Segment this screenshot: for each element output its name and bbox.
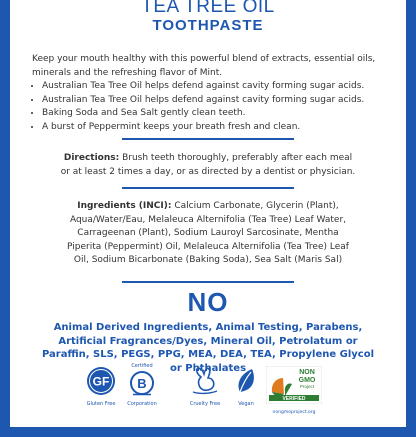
b-corp-badge <box>118 363 166 408</box>
svg-text:Project: Project <box>299 384 315 389</box>
b-corp-icon <box>129 370 155 396</box>
benefit-item: • Australian Tea Tree Oil helps defend against cavity forming sugar acids. <box>42 80 392 94</box>
cruelty-free-caption: Cruelty Free <box>189 401 221 407</box>
benefit-list <box>32 80 392 134</box>
svg-text:GMO: GMO <box>298 377 316 384</box>
divider <box>122 187 294 189</box>
gluten-free-caption: Gluten Free <box>86 401 116 407</box>
directions-label: Directions: <box>63 153 120 163</box>
ingredients-text: Calcium Carbonate, Glycerin (Plant), Aqua/Water/Eau, Melaleuca Alternifolia (Tea Tree) Leaf Water, Carrageenan (Plant), Sodium Lauroyl Sarcosinate, Mentha Piperita (Peppermint) Oil, Melaleuca Alternifolia (Tea Tree) Leaf Oil, Sodium Bicarbonate (Baking Soda), Sea Salt (Maris Sal) <box>67 201 349 265</box>
no-heading: NO <box>187 287 229 317</box>
svg-text:NON: NON <box>299 369 315 376</box>
header <box>0 0 416 35</box>
svg-text:VERIFIED: VERIFIED <box>282 396 306 402</box>
svg-text:B: B <box>137 376 147 391</box>
divider <box>122 138 294 140</box>
leaf-icon <box>232 366 260 396</box>
benefit-item: • Australian Tea Tree Oil helps defend against cavity forming sugar acids. <box>42 94 392 108</box>
non-gmo-url: nongmoproject.org <box>272 410 316 415</box>
ingredients-label: Ingredients (INCI): <box>77 201 172 211</box>
free-from-list: Animal Derived Ingredients, Animal Testing, Parabens, Artificial Fragrances/Dyes, Mineral Oil, Petrolatum or Paraffin, SLS, PEGS, PPG, MEA, DEA, TEA, Propylene Glycol or Phthalates <box>41 322 375 374</box>
benefit-item: • Baking Soda and Sea Salt gently clean teeth. <box>42 107 392 121</box>
non-gmo-badge <box>262 366 326 416</box>
b-corp-caption: Corporation <box>127 401 157 407</box>
directions-text: Brush teeth thoroughly, preferably after each meal or at least 2 times a day, or as directed by a dentist or physician. <box>60 153 356 177</box>
product-subtitle: TOOTHPASTE <box>152 17 264 34</box>
product-title: TEA TREE OIL <box>141 0 275 17</box>
ingredients-section <box>60 200 356 268</box>
b-corp-top-label: Certified <box>131 363 153 369</box>
non-gmo-butterfly-icon <box>266 366 322 404</box>
svg-text:GF: GF <box>92 374 110 389</box>
divider <box>122 281 294 283</box>
bunny-icon <box>189 366 221 396</box>
intro-section <box>32 53 392 134</box>
blue-bottom-bar <box>0 427 416 437</box>
benefit-item: • A burst of Peppermint keeps your breath fresh and clean. <box>42 121 392 135</box>
vegan-caption: Vegan <box>238 401 254 407</box>
directions-section <box>58 152 358 179</box>
intro-paragraph: Keep your mouth healthy with this powerful blend of extracts, essential oils, minerals and the refreshing flavor of Mint. <box>32 54 376 78</box>
gluten-free-icon <box>86 366 116 396</box>
